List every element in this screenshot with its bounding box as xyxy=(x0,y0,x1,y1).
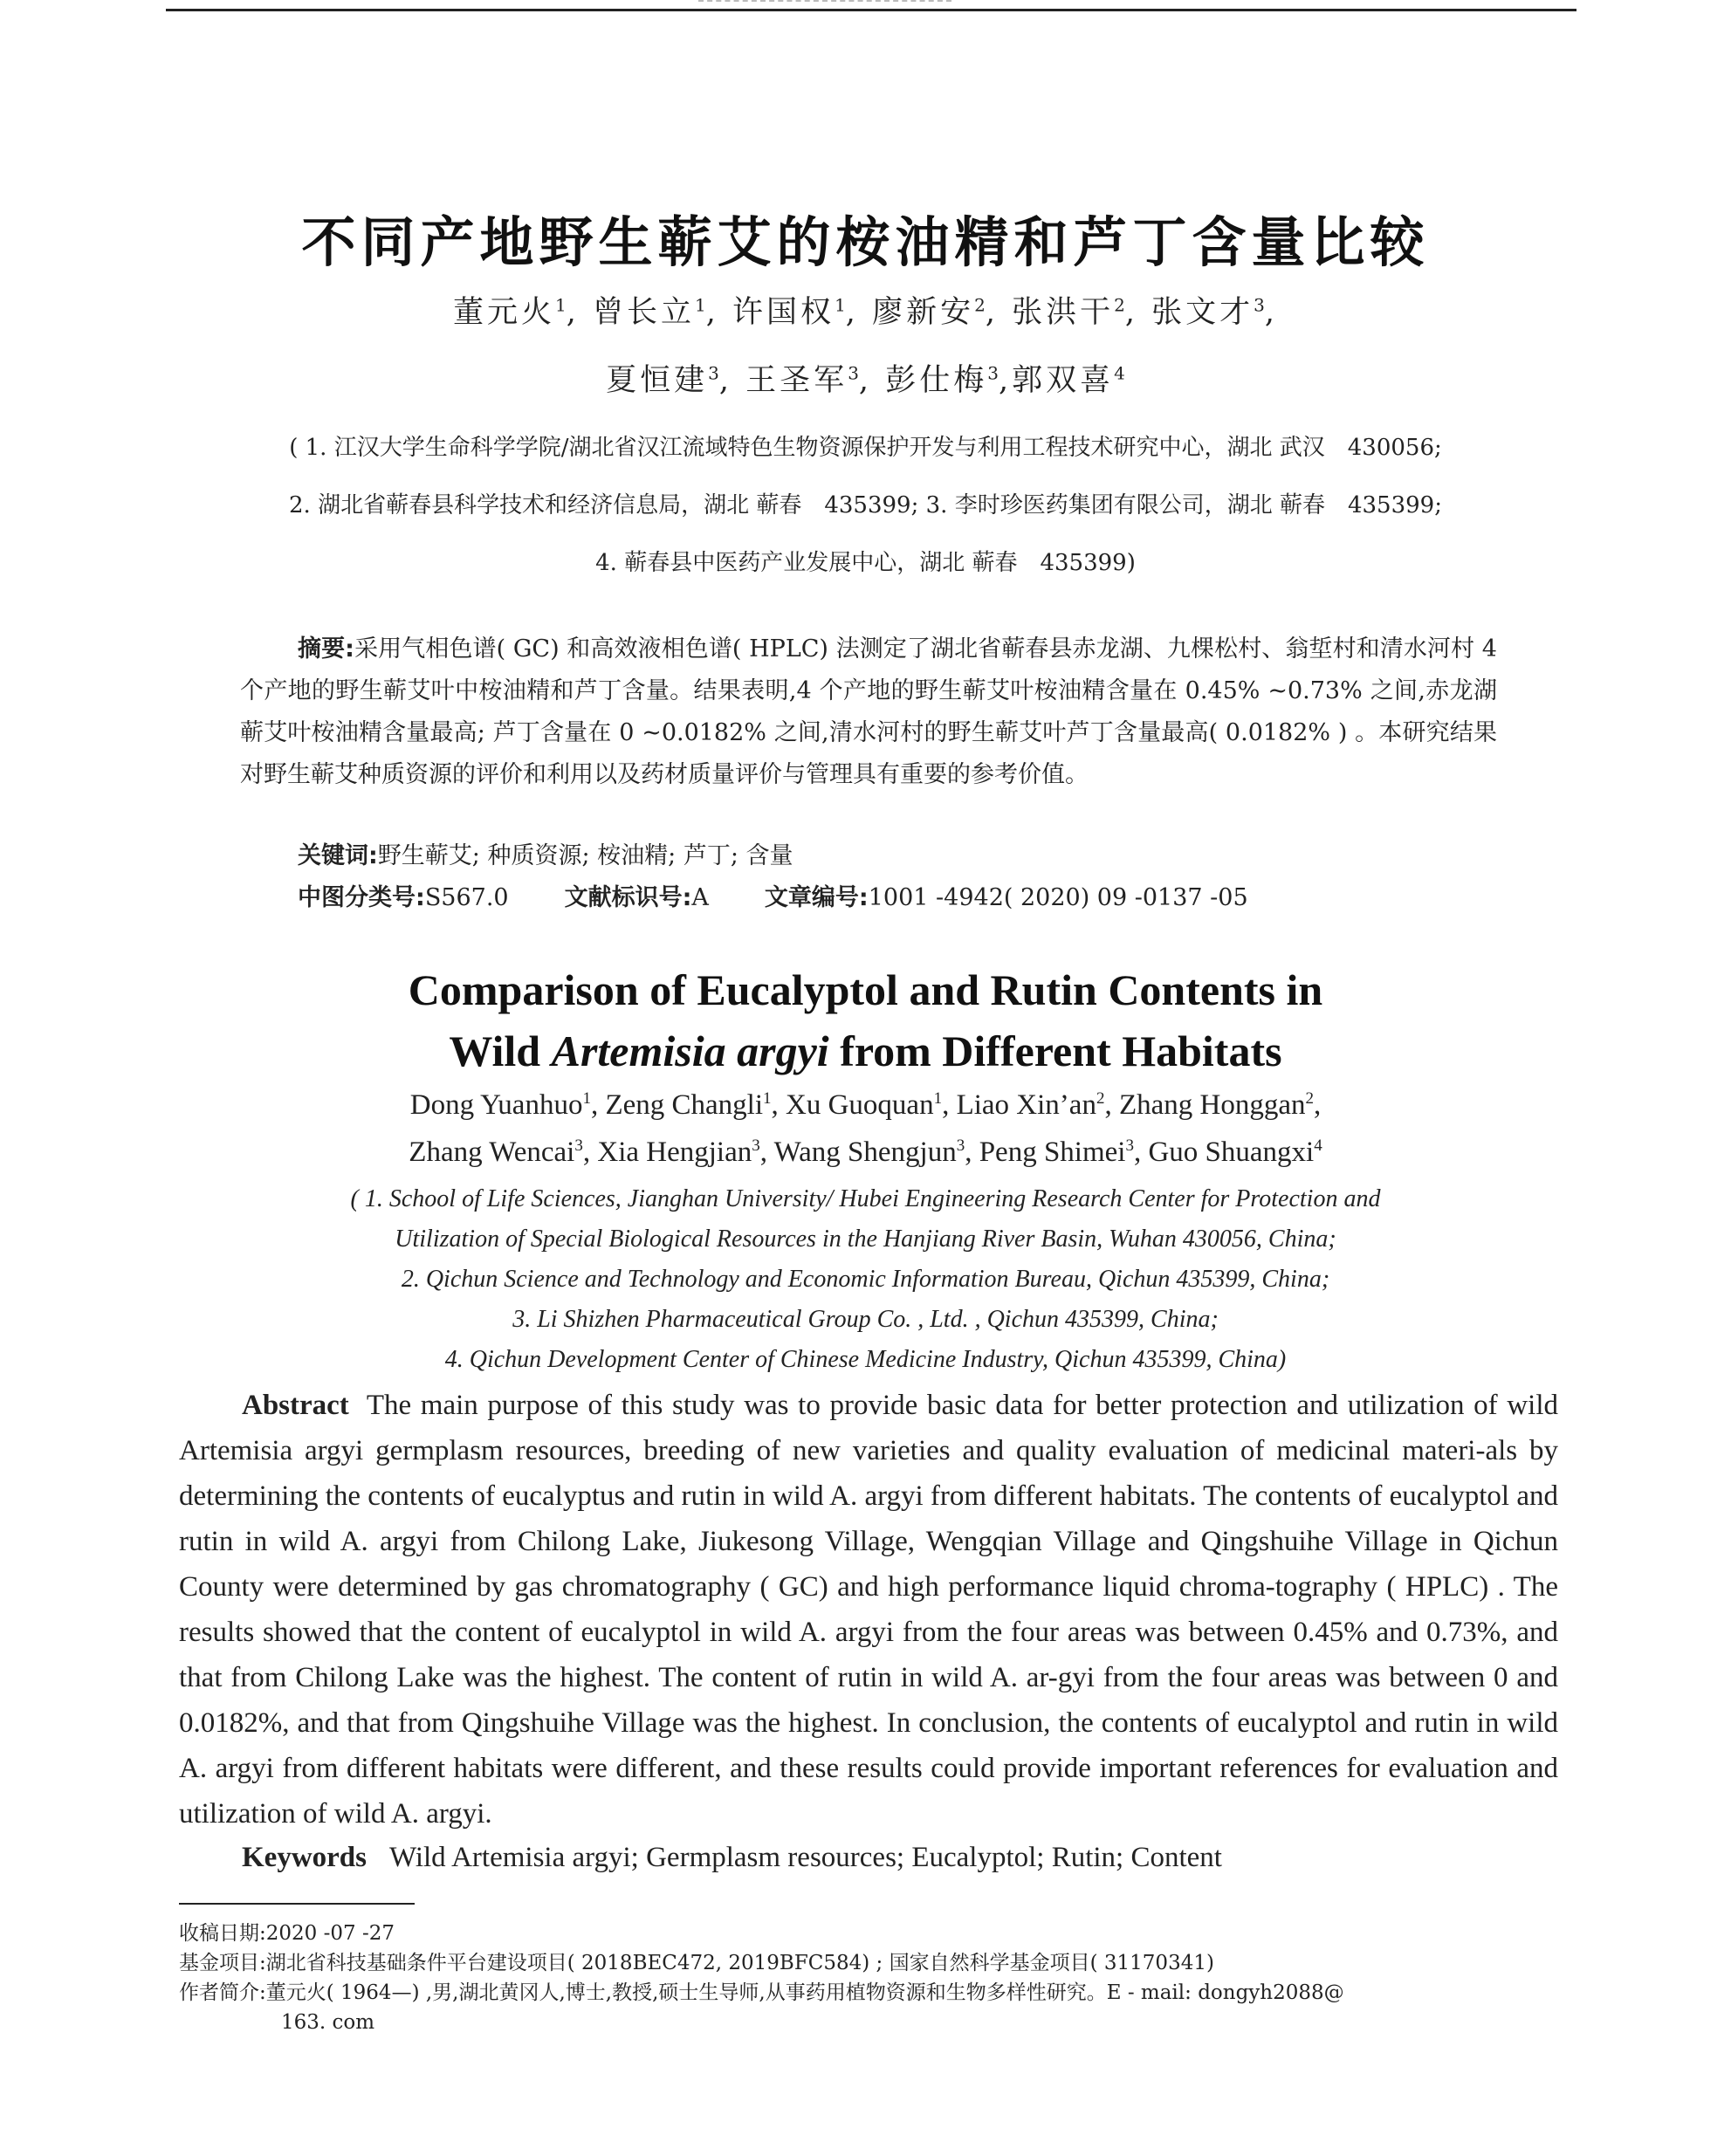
en-authors-line-2: Zhang Wencai$^3$, Xia Hengjian$^3$, Wang Shengjun$^3$, Peng Shimei$^3$, Guo Shuangxi$^4$ xyxy=(409,1136,1322,1168)
article-no-label: 文章编号: xyxy=(764,884,869,911)
cn-abstract-label: 摘要: xyxy=(298,635,354,663)
en-abstract-text: The main purpose of this study was to provide basic data for better protection and utilization of wild Artemisia argyi germplasm resources, breeding of new varieties and quality evaluation of medicinal materi-als by determining the contents of eucalyptus and rutin in wild A. argyi from different habitats. The contents of eucalyptol and rutin in wild A. argyi from Chilong Lake, Jiukesong Village, Wengqian Village and Qingshuihe Village in Qichun County were determined by gas chromatography ( GC) and high performance liquid chroma-tography ( HPLC) . The results showed that the content of eucalyptol in wild A. argyi from the four areas was between 0.45% and 0.73%, and that from Chilong Lake was the highest. The content of rutin in wild A. ar-gyi from the four areas was between 0 and 0.0182%, and that from Qingshuihe Village was the highest. In conclusion, the contents of eucalyptol and rutin in wild A. argyi from different habitats were different, and these results could provide important references for evaluation and utilization of wild A. argyi. xyxy=(179,1390,1558,1830)
page-header-rule xyxy=(166,9,1576,11)
en-keywords-text: Wild Artemisia argyi; Germplasm resources; Eucalyptol; Rutin; Content xyxy=(389,1842,1222,1873)
author: Wang Shengjun xyxy=(773,1136,957,1168)
author: Guo Shuangxi xyxy=(1148,1136,1315,1168)
author: 许国权 xyxy=(732,295,835,330)
en-abstract-label: Abstract xyxy=(242,1390,349,1421)
cn-keywords xyxy=(298,836,793,870)
author: 董元火 xyxy=(453,295,556,330)
en-abstract xyxy=(179,1383,1558,1837)
cn-affiliation-1: ( 1. 江汉大学生命科学学院/湖北省汉江流域特色生物资源保护开发与利用工程技术研究中心，湖北 武汉 430056; xyxy=(289,435,1442,461)
author: 廖新安 xyxy=(872,295,975,330)
en-affiliation-1: ( 1. School of Life Sciences, Jianghan University/ Hubei Engineering Research Center for Protection and xyxy=(350,1185,1381,1212)
footnote-rule xyxy=(179,1903,415,1905)
en-authors-line-1: Dong Yuanhuo$^1$, Zeng Changli$^1$, Xu Guoquan$^1$, Liao $Xin’an^2$, Zhang Honggan$^2$, xyxy=(409,1089,1322,1121)
en-affiliation-5: 4. Qichun Development Center of Chinese Medicine Industry, Qichun 435399, China) xyxy=(444,1346,1287,1373)
author: 郭双喜 xyxy=(1012,363,1115,398)
clc-label: 中图分类号: xyxy=(298,884,425,911)
clc-value: S567.0 xyxy=(424,884,509,911)
author: 曾长立 xyxy=(593,295,696,330)
footnote-received: 收稿日期:2020 -07 -27 xyxy=(179,1922,395,1945)
author: Peng Shimei xyxy=(979,1136,1126,1168)
footnote-author-bio: 作者简介:董元火( 1964—) ,男,湖北黄冈人,博士,教授,硕士生导师,从事药用植物资源和生物多样性研究。E - mail: dongyh2088@ xyxy=(179,1981,1344,2004)
cn-title: 不同产地野生蕲艾的桉油精和芦丁含量比较 xyxy=(301,210,1430,274)
cn-authors-line-2: 夏恒建$^3$, 王圣军$^3$, 彭仕梅$^3$,郭双喜$^4$ xyxy=(606,362,1125,398)
cn-abstract xyxy=(240,628,1497,796)
author: Zeng Changli xyxy=(605,1089,764,1121)
doc-code-label: 文献标识号: xyxy=(564,884,692,911)
cn-affiliation-3: 4. 蕲春县中医药产业发展中心，湖北 蕲春 435399) xyxy=(595,550,1136,576)
en-keywords-label: Keywords xyxy=(242,1842,367,1873)
page-header-mark xyxy=(698,0,951,7)
author: Liao Xin’an xyxy=(956,1089,1096,1121)
en-affiliation-4: 3. Li Shizhen Pharmaceutical Group Co. , Ltd. , Qichun 435399, China; xyxy=(512,1306,1219,1333)
author: 夏恒建 xyxy=(606,363,709,398)
en-affiliation-3: 2. Qichun Science and Technology and Economic Information Bureau, Qichun 435399, China; xyxy=(401,1266,1330,1293)
author: Zhang Wencai xyxy=(409,1136,575,1168)
article-no-value: 1001 -4942( 2020) 09 -0137 -05 xyxy=(868,884,1248,911)
author: 张文才 xyxy=(1151,295,1254,330)
footnote-fund: 基金项目:湖北省科技基础条件平台建设项目( 2018BEC472, 2019BFC584) ; 国家自然科学基金项目( 31170341) xyxy=(179,1952,1214,1974)
doc-code-value: A xyxy=(691,884,709,911)
en-keywords xyxy=(242,1842,1222,1874)
author: Zhang Honggan xyxy=(1118,1089,1306,1121)
author: 彭仕梅 xyxy=(885,363,988,398)
cn-authors-line-1: 董元火$^1$, 曾长立$^1$, 许国权$^1$, 廖新安$^2$, 张洪干$^2$, 张文才$^3$, xyxy=(453,294,1278,330)
cn-classification-line xyxy=(298,878,1248,912)
cn-keywords-text: 野生蕲艾; 种质资源; 桉油精; 芦丁; 含量 xyxy=(377,842,793,869)
en-title-line-1: Comparison of Eucalyptol and Rutin Contents in xyxy=(408,965,1323,1014)
cn-abstract-text: 采用气相色谱( GC) 和高效液相色谱( HPLC) 法测定了湖北省蕲春县赤龙湖、九棵松村、翁埑村和清水河村 4 个产地的野生蕲艾叶中桉油精和芦丁含量。结果表明,4 个产地的野生蕲艾叶桉油精含量在 0.45% ~0.73% 之间,赤龙湖蕲艾叶桉油精含量最高; 芦丁含量在 0 ~0.0182% 之间,清水河村的野生蕲艾叶芦丁含量最高( 0.0182% ) 。本研究结果对野生蕲艾种质资源的评价和利用以及药材质量评价与管理具有重要的参考价值。 xyxy=(240,635,1497,788)
cn-keywords-label: 关键词: xyxy=(298,842,378,869)
en-title-line-2: Wild Artemisia argyi from Different Habitats xyxy=(449,1027,1282,1075)
footnote-author-bio-cont: 163. com xyxy=(281,2011,375,2034)
author: Xu Guoquan xyxy=(786,1089,934,1121)
author: Xia Hengjian xyxy=(597,1136,752,1168)
author: 王圣军 xyxy=(745,363,848,398)
author: Dong Yuanhuo xyxy=(409,1089,583,1121)
en-affiliation-2: Utilization of Special Biological Resources in the Hanjiang River Basin, Wuhan 430056, China; xyxy=(395,1226,1336,1253)
cn-affiliation-2: 2. 湖北省蕲春县科学技术和经济信息局，湖北 蕲春 435399; 3. 李时珍医药集团有限公司，湖北 蕲春 435399; xyxy=(289,492,1442,518)
author: 张洪干 xyxy=(1012,295,1115,330)
